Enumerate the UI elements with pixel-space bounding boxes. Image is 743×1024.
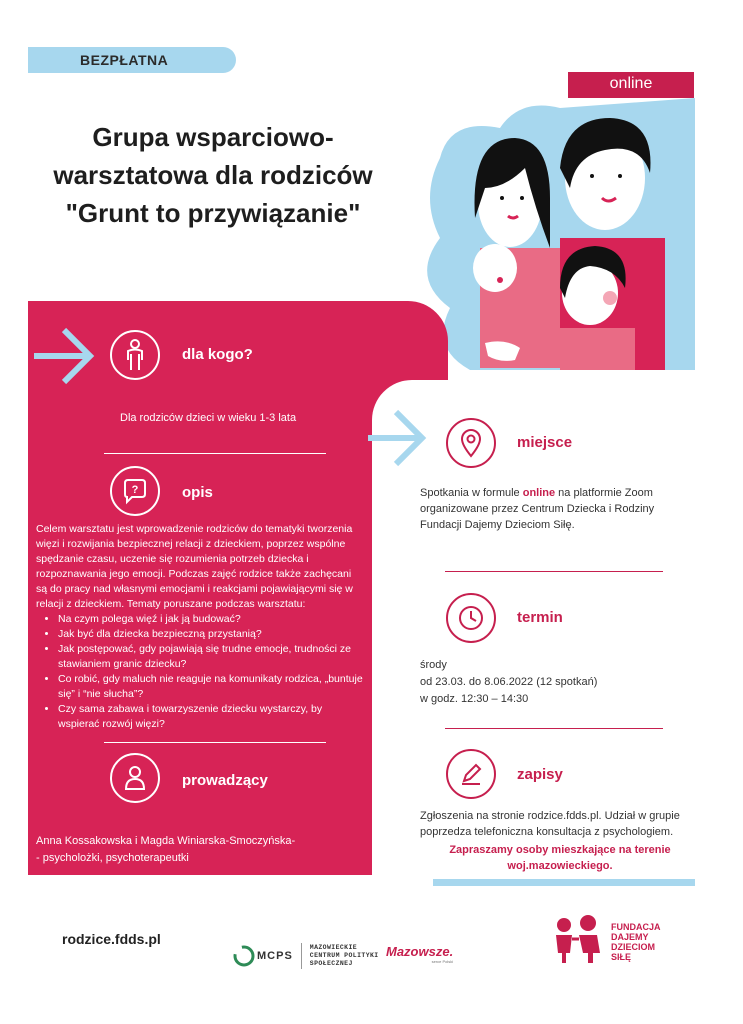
page-title: [28, 118, 398, 232]
hosts-heading: prowadzący: [182, 772, 268, 789]
free-badge: BEZPŁATNA: [28, 47, 236, 73]
website-link[interactable]: rodzice.fdds.pl: [62, 931, 161, 947]
arrow-right-icon: [368, 408, 428, 468]
mcps-abbr: MCPS: [257, 950, 293, 962]
arrow-right-icon: [34, 326, 96, 386]
place-heading: miejsce: [517, 434, 573, 451]
clock-icon: [446, 593, 496, 643]
person-icon: [110, 330, 160, 380]
schedule-line-2: od 23.03. do 8.06.2022 (12 spotkań): [420, 676, 598, 688]
fdds-line-4: SIŁĘ: [611, 952, 632, 962]
fdds-name: [611, 922, 661, 962]
for-whom-heading: dla kogo?: [182, 346, 253, 363]
mcps-line-2: CENTRUM POLITYKI: [309, 952, 379, 959]
mcps-logo: [233, 943, 379, 969]
divider: [445, 728, 663, 729]
logo-divider: [301, 943, 302, 969]
list-item: • Jak postępować, gdy pojawiają się trudne emocje, trudności ze stawianiem granic dziecku?: [58, 642, 364, 672]
divider: [445, 571, 663, 572]
signup-invite: [420, 842, 700, 874]
for-whom-text: Dla rodziców dzieci w wieku 1-3 lata: [120, 412, 297, 424]
divider: [104, 742, 326, 743]
schedule-heading: termin: [517, 609, 563, 626]
title-line-1: Grupa wsparciowo-: [92, 122, 334, 152]
pencil-icon: [446, 749, 496, 799]
people-icon: [110, 753, 160, 803]
schedule-line-3: w godz. 12:30 – 14:30: [420, 693, 529, 705]
signup-text: Zgłoszenia na stronie rodzice.fdds.pl. Udział w grupie poprzedza telefoniczna konsultacja z psychologiem.: [420, 810, 680, 838]
place-text: [420, 485, 682, 533]
signup-heading: zapisy: [517, 766, 563, 783]
description-heading: opis: [182, 484, 213, 501]
svg-text:?: ?: [131, 484, 139, 496]
family-illustration: [410, 98, 700, 370]
mazowsze-logo: [386, 944, 453, 964]
place-text-bold: online: [522, 487, 556, 499]
fdds-line-1: FUNDACJA: [611, 922, 661, 932]
mcps-line-3: SPOŁECZNEJ: [309, 960, 353, 967]
fdds-line-3: DZIECIOM: [611, 942, 655, 952]
list-item: • Jak być dla dziecka bezpieczną przystanią?: [58, 627, 364, 642]
fdds-line-2: DAJEMY: [611, 932, 649, 942]
place-text-after: na platformie Zoom organizowane przez Centrum Dziecka i Rodziny Fundacji Dajemy Dzieciom Siłę.: [420, 487, 655, 531]
list-item: • Co robić, gdy maluch nie reaguje na komunikaty rodzica, „buntuje się” i “nie słucha”?: [58, 672, 364, 702]
children-logo-icon: [546, 915, 606, 965]
description-intro: Celem warsztatu jest wprowadzenie rodziców do tematyki tworzenia więzi i rozwijania bezpiecznej relacji z dzieckiem, poprzez wspólne spędzanie czasu, uczenie się rozumienia potrzeb dziecka i rozpoznawania jego emocji. Podczas zajęć rodzice także zachęcani są do pracy nad własnymi emocjami i reakcjami pojawiającymi się w relacji z dzieckiem. Tematy poruszane podczas warsztatu:: [36, 523, 353, 610]
mcps-logo-mark: [233, 945, 255, 967]
speech-question-icon: [110, 466, 160, 516]
online-tab: online: [568, 72, 694, 98]
signup-invite-line-1: Zapraszamy osoby mieszkające na terenie: [449, 844, 671, 856]
list-item: • Czy sama zabawa i towarzyszenie dziecku wystarczy, by wspierać rozwój więzi?: [58, 702, 364, 732]
list-item: • Na czym polega więź i jak ją budować?: [58, 612, 364, 627]
mcps-line-1: MAZOWIECKIE: [309, 944, 358, 951]
hosts-line-1: Anna Kossakowska i Magda Winiarska-Smoczyńska-: [36, 835, 296, 847]
mazowsze-wordmark: Mazowsze.: [386, 944, 454, 959]
hosts-line-2: - psycholożki, psychoterapeutki: [36, 852, 189, 864]
signup-invite-line-2: woj.mazowieckiego.: [507, 860, 613, 872]
accent-bar: [433, 879, 695, 886]
description-body: [36, 522, 364, 732]
divider: [104, 453, 326, 454]
topics-list: [36, 612, 364, 732]
mcps-name: [310, 944, 379, 968]
schedule-text: [420, 657, 597, 708]
title-line-2: warsztatowa dla rodziców: [53, 160, 373, 190]
location-pin-icon: [446, 418, 496, 468]
hosts-text: [36, 833, 295, 867]
schedule-line-1: środy: [420, 659, 447, 671]
place-text-before: Spotkania w formule: [420, 487, 523, 499]
title-line-3: "Grunt to przywiązanie": [65, 198, 361, 228]
mazowsze-tagline: serce Polski: [431, 959, 454, 964]
